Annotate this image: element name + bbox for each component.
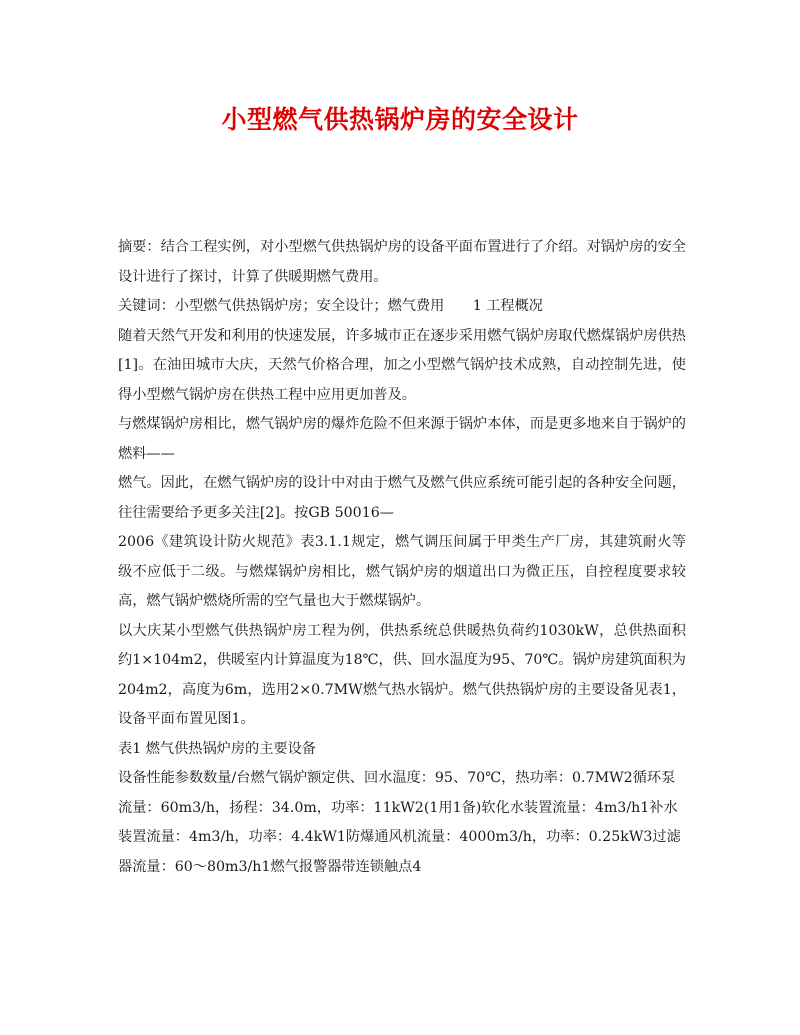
table-content-paragraph: 设备性能参数数量/台燃气锅炉额定供、回水温度：95、70℃，热功率：0.7MW2循环泵流量：60m3/h，扬程：34.0m，功率：11kW2(1用1备)软化水装置流量：4m3/h1补水装置流量：4m3/h，功率：4.4kW1防爆通风机流量：4000m3/h，功率：0.25kW3过滤器流量：60～80m3/h1燃气报警器带连锁触点4 <box>118 770 681 875</box>
keywords-paragraph: 关键词：小型燃气供热锅炉房；安全设计；燃气费用 1 工程概况 <box>118 298 543 314</box>
abstract-paragraph: 摘要：结合工程实例，对小型燃气供热锅炉房的设备平面布置进行了介绍。对锅炉房的安全设计进行了探讨，计算了供暖期燃气费用。 <box>118 239 686 285</box>
document-body <box>118 233 686 882</box>
document-title: 小型燃气供热锅炉房的安全设计 <box>221 105 579 134</box>
body-paragraph: 以大庆某小型燃气供热锅炉房工程为例，供热系统总供暖热负荷约1030kW，总供热面积约1×104m2，供暖室内计算温度为18℃，供、回水温度为95、70℃。锅炉房建筑面积为204m2，高度为6m，选用2×0.7MW燃气热水锅炉。燃气供热锅炉房的主要设备见表1，设备平面布置见图1。 <box>118 622 686 727</box>
body-paragraph: 与燃煤锅炉房相比，燃气锅炉房的爆炸危险不但来源于锅炉本体，而是更多地来自于锅炉的燃料—— <box>118 416 686 462</box>
body-paragraph: 随着天然气开发和利用的快速发展，许多城市正在逐步采用燃气锅炉房取代燃煤锅炉房供热[1]。在油田城市大庆，天然气价格合理，加之小型燃气锅炉技术成熟，自动控制先进，使得小型燃气锅炉房在供热工程中应用更加普及。 <box>118 327 686 403</box>
table-caption: 表1 燃气供热锅炉房的主要设备 <box>118 740 316 757</box>
body-paragraph: 2006《建筑设计防火规范》表3.1.1规定，燃气调压间属于甲类生产厂房，其建筑耐火等级不应低于二级。与燃煤锅炉房相比，燃气锅炉房的烟道出口为微正压，自控程度要求较高，燃气锅炉燃烧所需的空气量也大于燃煤锅炉。 <box>118 534 686 609</box>
body-paragraph: 燃气。因此，在燃气锅炉房的设计中对由于燃气及燃气供应系统可能引起的各种安全问题，往往需要给予更多关注[2]。按GB 50016— <box>118 475 686 521</box>
